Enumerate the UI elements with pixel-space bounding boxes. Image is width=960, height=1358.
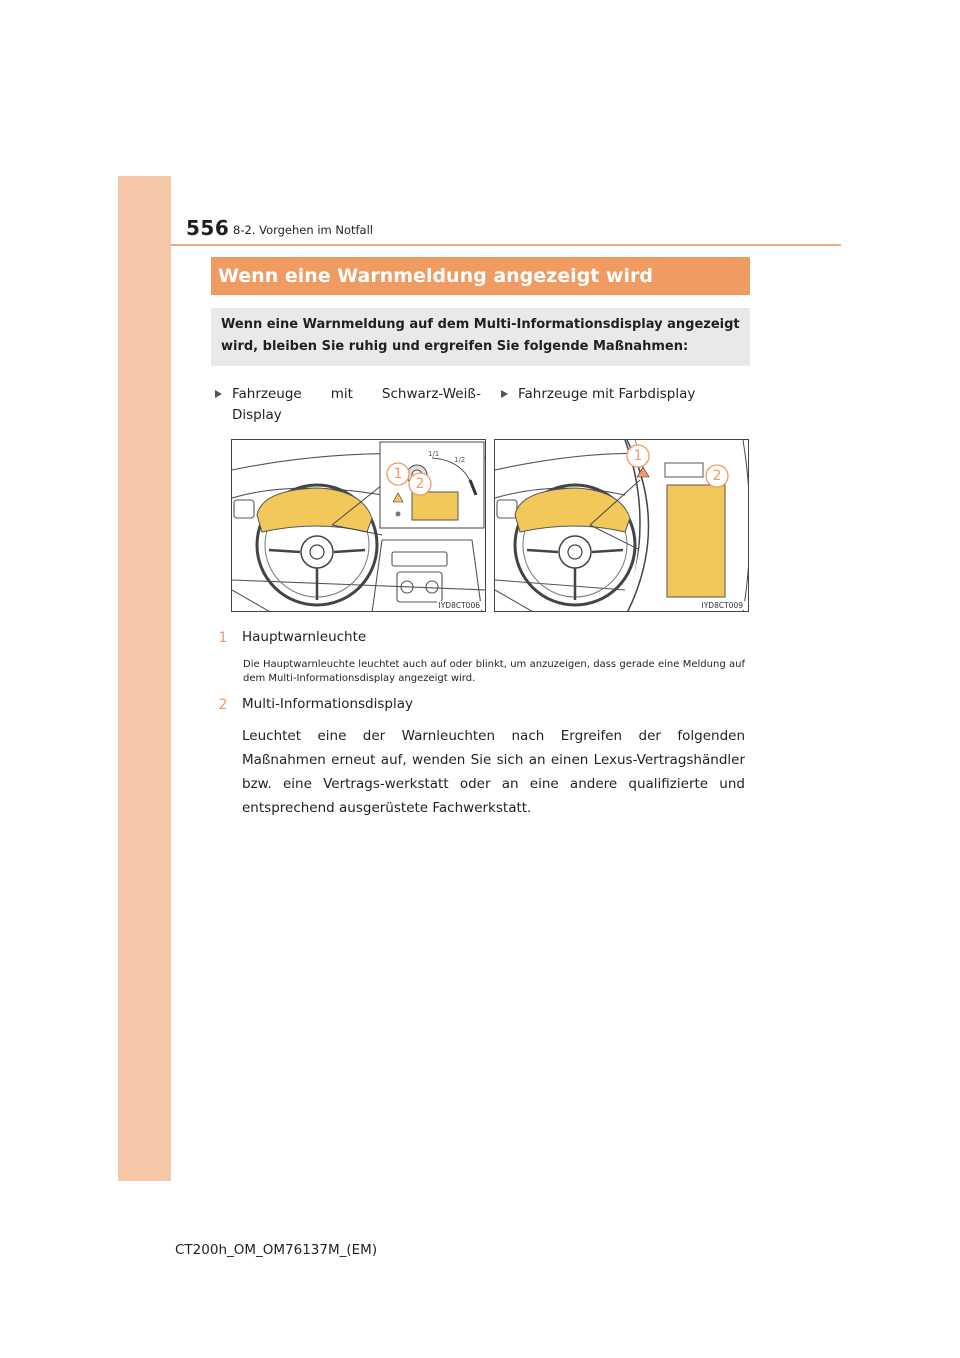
variant-label-text: Fahrzeuge mit Farbdisplay [518, 386, 696, 402]
footer-code: CT200h_OM_OM76137M_(EM) [175, 1242, 378, 1258]
section-heading: Wenn eine Warnmeldung angezeigt wird [211, 257, 750, 295]
section-title: 8-2. Vorgehen im Notfall [233, 223, 373, 237]
dashboard-illustration-bw [231, 439, 486, 612]
side-tab-bar [118, 176, 171, 1181]
callout-1: 1 [393, 466, 403, 482]
variant-label-color [501, 384, 751, 405]
body-paragraph: Leuchtet eine der Warnleuchten nach Ergreifen der folgenden Maßnahmen erneut auf, wenden Sie sich an einen Lexus-Vertragshändler bzw. eine Vertrags-werkstatt oder an eine andere qualifizierte und entsprechend ausgerüstete Fachwerkstatt. [242, 728, 745, 816]
callout-2: 2 [415, 476, 425, 492]
item-note: Die Hauptwarnleuchte leuchtet auch auf oder blinkt, um anzuzeigen, dass gerade eine Meldung auf dem Multi-Informationsdisplay angezeigt wird. [243, 659, 745, 684]
callout-2: 2 [712, 468, 722, 484]
callout-1: 1 [633, 448, 643, 464]
page-number: 556 [186, 216, 230, 240]
triangle-bullet-icon [215, 390, 222, 398]
header-rule [171, 244, 841, 246]
dashboard-drawing [495, 440, 749, 612]
triangle-bullet-icon [501, 390, 508, 398]
dashboard-illustration-color [494, 439, 749, 612]
figure-code: IYD8CT009 [701, 601, 743, 610]
item-title-master-warning-light: Hauptwarnleuchte [242, 629, 367, 645]
svg-text:1/1: 1/1 [428, 450, 440, 458]
item-title-multi-info-display: Multi-Informationsdisplay [242, 696, 413, 712]
variant-label-text: Fahrzeuge mit Schwarz-Weiß-Display [232, 386, 481, 423]
item-number-1: 1 [218, 630, 228, 646]
svg-text:1/2: 1/2 [454, 456, 466, 464]
figure-code: IYD8CT006 [438, 601, 480, 610]
item-number-2: 2 [218, 697, 228, 713]
dashboard-drawing [232, 440, 486, 612]
variant-label-bw [215, 384, 481, 426]
intro-box: Wenn eine Warnmeldung auf dem Multi-Informationsdisplay angezeigt wird, bleiben Sie ruhig und ergreifen Sie folgende Maßnahmen: [211, 308, 750, 366]
